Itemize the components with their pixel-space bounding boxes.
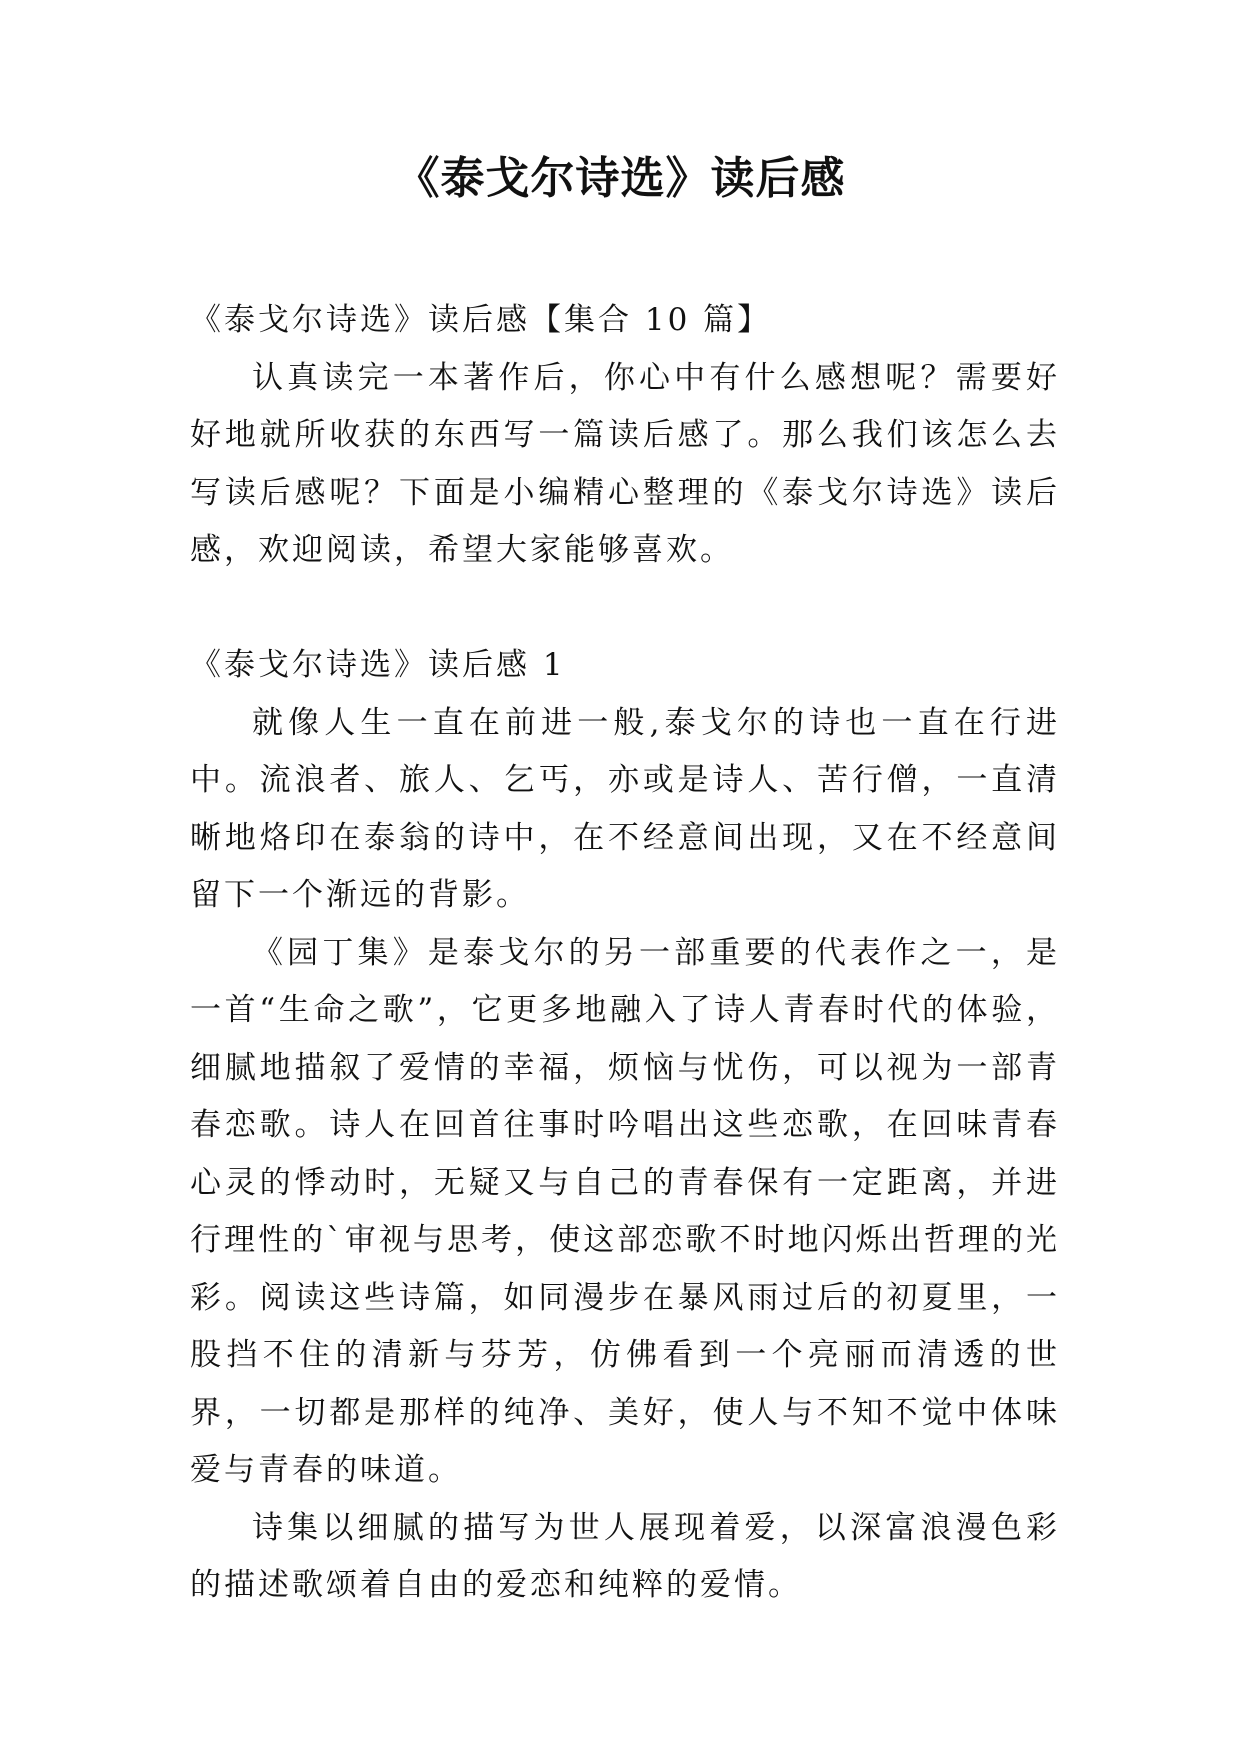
body-paragraph-1: 就像人生一直在前进一般,泰戈尔的诗也一直在行进中。流浪者、旅人、乞丐，亦或是诗人、苦行僧，一直清晰地烙印在泰翁的诗中，在不经意间出现，又在不经意间留下一个渐远的背影。: [190, 704, 1060, 913]
intro-paragraph: 认真读完一本著作后，你心中有什么感想呢？需要好好地就所收获的东西写一篇读后感了。那么我们该怎么去写读后感呢？下面是小编精心整理的《泰戈尔诗选》读后感，欢迎阅读，希望大家能够喜欢。: [190, 359, 1060, 568]
document-title: 《泰戈尔诗选》读后感: [395, 153, 846, 204]
body-paragraph-3: 诗集以细腻的描写为世人展现着爱，以深富浪漫色彩的描述歌颂着自由的爱恋和纯粹的爱情。: [190, 1509, 1060, 1603]
document-body: [190, 292, 1060, 1615]
section-heading: 《泰戈尔诗选》读后感 1: [190, 647, 566, 683]
body-paragraph-2: 《园丁集》是泰戈尔的另一部重要的代表作之一，是一首“生命之歌”，它更多地融入了诗人青春时代的体验，细腻地描叙了爱情的幸福，烦恼与忧伤，可以视为一部青春恋歌。诗人在回首往事时吟唱出这些恋歌，在回味青春心灵的悸动时，无疑又与自己的青春保有一定距离，并进行理性的`审视与思考，使这部恋歌不时地闪烁出哲理的光彩。阅读这些诗篇，如同漫步在暴风雨过后的初夏里，一股挡不住的清新与芬芳，仿佛看到一个亮丽而清透的世界，一切都是那样的纯净、美好，使人与不知不觉中体味爱与青春的味道。: [190, 934, 1060, 1488]
document-subtitle: 《泰戈尔诗选》读后感【集合 10 篇】: [190, 302, 772, 338]
